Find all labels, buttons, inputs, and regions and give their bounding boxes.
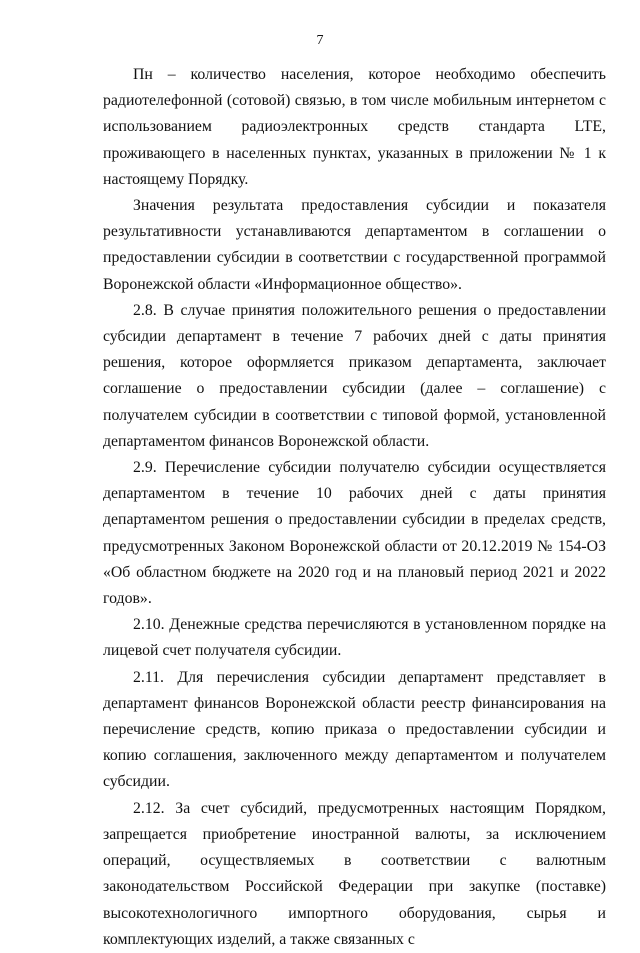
paragraph-2-10: 2.10. Денежные средства перечисляются в установленном порядке на лицевой счет получателя субсидии. bbox=[103, 616, 606, 660]
document-body bbox=[103, 62, 606, 953]
paragraph-population-definition: Пн – количество населения, которое необходимо обеспечить радиотелефонной (сотовой) связью, в том числе мобильным интернетом с использованием радиоэлектронных средств стандарта LTE, проживающего в населенных пунктах, указанных в приложении № 1 к настоящему Порядку. bbox=[103, 66, 606, 188]
paragraph-2-12: 2.12. За счет субсидий, предусмотренных настоящим Порядком, запрещается приобретение иностранной валюты, за исключением операций, осуществляемых в соответствии с валютным законодательством Российской Федерации при закупке (поставке) высокотехнологичного импортного оборудования, сырья и комплектующих изделий, а также связанных с bbox=[103, 799, 606, 948]
paragraph-2-9: 2.9. Перечисление субсидии получателю субсидии осуществляется департаментом в течение 10 рабочих дней с даты принятия департаментом решения о предоставлении субсидии в пределах средств, предусмотренных Законом Воронежской области от 20.12.2019 № 154-ОЗ «Об областном бюджете на 2020 год и на плановый период 2021 и 2022 годов». bbox=[103, 459, 606, 608]
paragraph-result-values: Значения результата предоставления субсидии и показателя результативности устанавливаются департаментом в соглашении о предоставлении субсидии в соответствии с государственной программой Воронежской области «Информационное общество». bbox=[103, 197, 606, 293]
paragraph-2-11: 2.11. Для перечисления субсидии департамент представляет в департамент финансов Воронежской области реестр финансирования на перечисление средств, копию приказа о предоставлении субсидии и копию соглашения, заключенного между департаментом и получателем субсидии. bbox=[103, 668, 606, 791]
paragraph-2-8: 2.8. В случае принятия положительного решения о предоставлении субсидии департамент в течение 7 рабочих дней с даты принятия решения, которое оформляется приказом департамента, заключает соглашение о предоставлении субсидии (далее – соглашение) с получателем субсидии в соответствии с типовой формой, установленной департаментом финансов Воронежской области. bbox=[103, 301, 606, 450]
page-number: 7 bbox=[316, 33, 324, 48]
